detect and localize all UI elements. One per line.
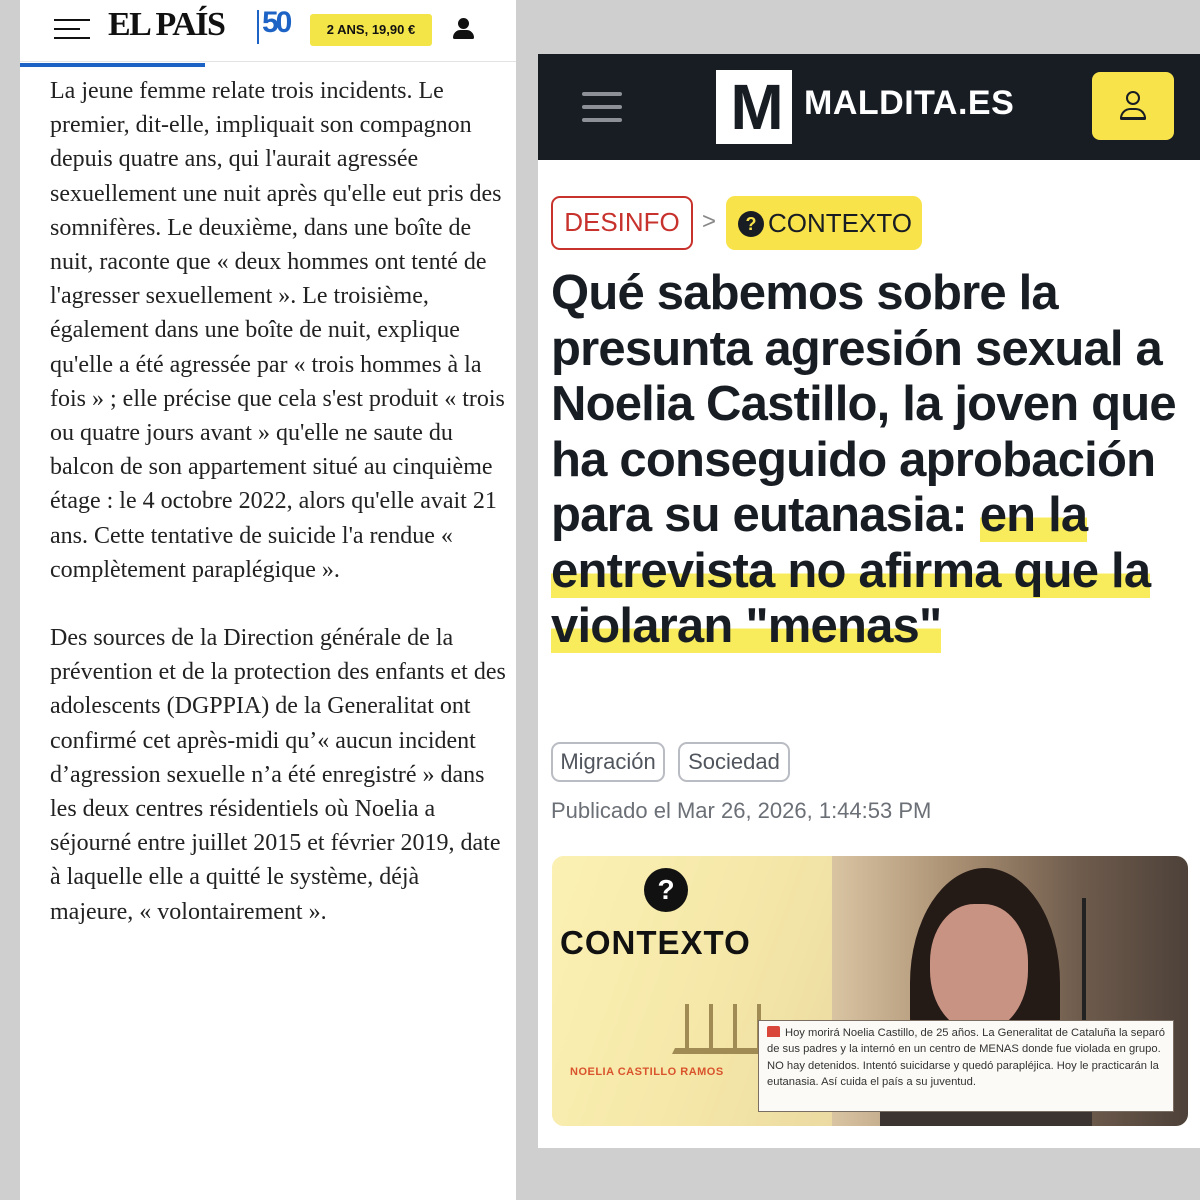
hero-image[interactable]: [552, 856, 1188, 1126]
logo-divider: [257, 10, 259, 44]
maldita-logo-mark[interactable]: M: [716, 70, 798, 144]
elpais-header: [20, 0, 516, 62]
menu-icon[interactable]: [54, 17, 90, 41]
hero-name-caption: NOELIA CASTILLO RAMOS: [570, 1066, 724, 1078]
menu-icon[interactable]: [582, 90, 622, 124]
anniversary-logo: 50: [262, 6, 290, 39]
subscribe-button[interactable]: 2 ANS, 19,90 €: [310, 14, 432, 46]
article-paragraph: Des sources de la Direction générale de la prévention et de la protection des enfants et des adolescents (DGPPIA) de la Generalitat ont confirmé cet après-midi qu’« aucun incident d’agression sexuelle n’a été enregistré » dans les deux centres résidentiels où Noelia a séjourné entre juillet 2015 et février 2019, date à laquelle elle a quitté le système, déjà majeure, « volontairement ».: [50, 625, 506, 925]
candelabra-decoration: [672, 1004, 772, 1054]
user-account-button[interactable]: [1092, 72, 1174, 140]
topic-tag-migracion[interactable]: Migración: [551, 742, 665, 782]
hero-label: CONTEXTO: [560, 924, 751, 961]
breadcrumb-desinfo[interactable]: DESINFO: [551, 196, 693, 250]
headline-text: Qué sabemos sobre la presunta agresión sexual a Noelia Castillo, la joven que ha conseguido aprobación para su eutanasia:: [551, 266, 1176, 542]
quoted-tweet-text: Hoy morirá Noelia Castillo, de 25 años. La Generalitat de Cataluña la separó de sus padres y la internó en un centro de MENAS donde fue violada en grupo. NO hay detenidos. Intentó suicidarse y quedó parapléjica. Hoy le practicarán la eutanasia. Así cuida el país a su juventud.: [767, 1027, 1165, 1088]
woman-face: [930, 904, 1028, 1032]
reading-progress-bar: [20, 63, 205, 67]
alarm-icon: [767, 1026, 780, 1037]
maldita-logo-text[interactable]: MALDITA.ES: [804, 84, 1015, 122]
user-icon[interactable]: [452, 16, 476, 42]
maldita-header: [538, 54, 1200, 160]
article-paragraph: La jeune femme relate trois incidents. Le premier, dit-elle, impliquait son compagnon depuis quatre ans, qui l'aurait agressée sexuellement une nuit après qu'elle eut pris des somnifères. Le deuxième, dans une boîte de nuit, raconte que « deux hommes ont tenté de l'agresser sexuellement ». Le troisième, également dans une boîte de nuit, explique qu'elle a été agressée par « trois hommes à la fois » ; elle précise que cela s'est produit « trois ou quatre jours avant » qu'elle ne saute du balcon de son appartement situé au cinquième étage : le 4 octobre 2022, alors qu'elle avait 21 ans. Cette tentative de suicide l'a rendue « complètement paraplégique ».: [50, 78, 505, 583]
maldita-panel: [538, 54, 1200, 1148]
chevron-right-icon: >: [702, 208, 717, 235]
user-icon: [1126, 91, 1140, 105]
logo-bar: [792, 70, 798, 144]
question-icon: ?: [738, 211, 764, 237]
quoted-tweet: [758, 1020, 1174, 1112]
article-body: [50, 74, 506, 963]
elpais-panel: [20, 0, 516, 1200]
topic-tag-sociedad[interactable]: Sociedad: [678, 742, 790, 782]
article-headline: [551, 266, 1191, 655]
publish-date: Publicado el Mar 26, 2026, 1:44:53 PM: [551, 798, 932, 823]
headline-highlight: en la entrevista no afirma que la violaran "menas": [551, 488, 1151, 653]
breadcrumb-contexto-label: CONTEXTO: [768, 208, 912, 238]
breadcrumb-contexto[interactable]: [726, 196, 922, 250]
question-icon: ?: [644, 868, 688, 912]
elpais-logo[interactable]: EL PAÍS: [108, 6, 225, 43]
